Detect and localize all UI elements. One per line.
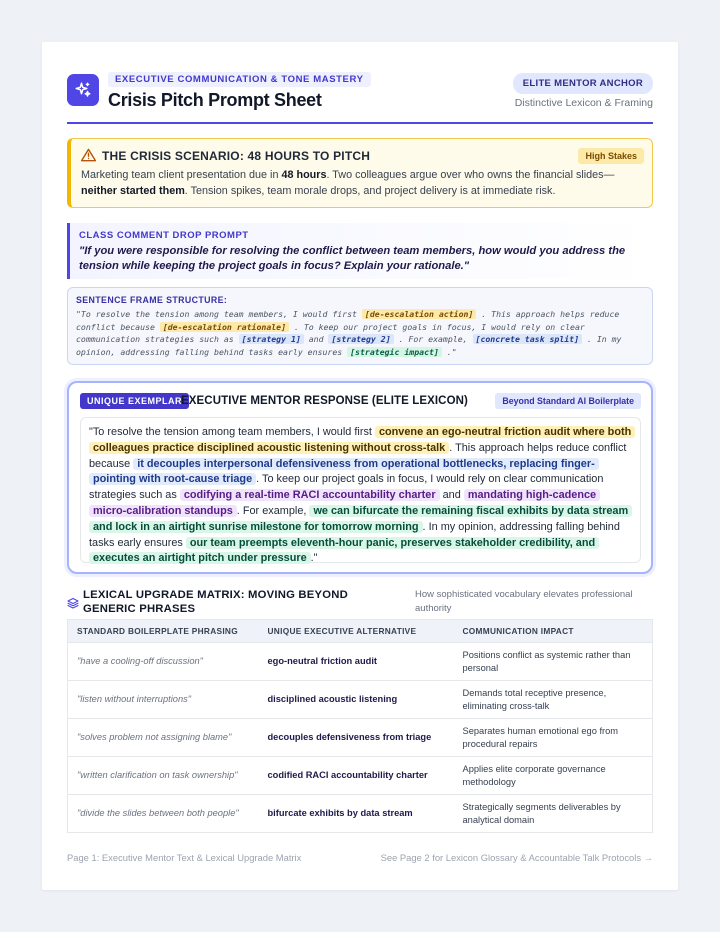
page-header bbox=[67, 72, 653, 124]
matrix-subtitle: How sophisticated vocabulary elevates professional authority bbox=[415, 589, 633, 614]
page-content bbox=[67, 72, 653, 863]
frame-text: . For example, bbox=[393, 334, 473, 345]
frame-slot: [de-escalation rationale] bbox=[160, 322, 289, 332]
exemplar-heading: EXECUTIVE MENTOR RESPONSE (ELITE LEXICON) bbox=[181, 395, 468, 407]
stakes-badge: High Stakes bbox=[578, 148, 644, 164]
executive-alternative: codified RACI accountability charter bbox=[259, 757, 454, 795]
column-header: COMMUNICATION IMPACT bbox=[454, 620, 653, 643]
response-text: . To keep our project goals in focus, I would rely on clear communication strategies such as bbox=[89, 473, 604, 502]
highlight-rationale: it decouples interpersonal defensiveness from operational bottlenecks, replacing finger-pointing with root-cause triage bbox=[89, 458, 599, 486]
communication-impact: Applies elite corporate governance methodology bbox=[454, 757, 653, 795]
sentence-frame-label: SENTENCE FRAME STRUCTURE: bbox=[76, 295, 228, 305]
frame-slot: [de-escalation action] bbox=[362, 309, 476, 319]
footer-page-note: Page 1: Executive Mentor Text & Lexical Upgrade Matrix bbox=[67, 852, 302, 863]
sparkle-icon bbox=[67, 74, 99, 106]
footer-next-page-link: See Page 2 for Lexicon Glossary & Accountable Talk Protocols → bbox=[380, 852, 653, 863]
executive-alternative: disciplined acoustic listening bbox=[259, 681, 454, 719]
response-text: ." bbox=[310, 552, 318, 565]
highlight-task-split: we can bifurcate the remaining fiscal exhibits by data stream and lock in an airtight sunrise milestone for tomorrow morning bbox=[89, 505, 632, 533]
crisis-text: . Two colleagues argue over who owns the financial slides— bbox=[326, 169, 615, 181]
column-header: UNIQUE EXECUTIVE ALTERNATIVE bbox=[259, 620, 454, 643]
frame-text: . In my opinion, addressing falling behind tasks early ensures bbox=[76, 334, 622, 358]
frame-slot: [strategic impact] bbox=[347, 347, 442, 357]
executive-alternative: ego-neutral friction audit bbox=[259, 643, 454, 681]
exemplar-tag: Beyond Standard AI Boilerplate bbox=[495, 393, 641, 409]
executive-alternative: decouples defensiveness from triage bbox=[259, 719, 454, 757]
standard-phrase: "have a cooling-off discussion" bbox=[68, 643, 259, 681]
prompt-question: "If you were responsible for resolving the conflict between team members, how would you address the tension while keeping the project goals in focus? Explain your rationale." bbox=[79, 245, 626, 272]
crisis-heading: THE CRISIS SCENARIO: 48 HOURS TO PITCH bbox=[102, 149, 371, 163]
highlight-deescalation: convene an ego-neutral friction audit where both colleagues practice disciplined acoustic listening without cross-talk bbox=[89, 426, 635, 454]
page-title: Crisis Pitch Prompt Sheet bbox=[108, 90, 322, 110]
standard-phrase: "solves problem not assigning blame" bbox=[68, 719, 259, 757]
crisis-description bbox=[81, 168, 641, 199]
lexical-upgrade-table bbox=[67, 619, 653, 833]
frame-text: . To keep our project goals in focus, I would rely on clear communication strategies such as bbox=[76, 321, 585, 345]
frame-slot: [concrete task split] bbox=[473, 334, 583, 344]
crisis-emphasis: neither started them bbox=[81, 184, 185, 197]
frame-text: "To resolve the tension among team members, I would first bbox=[76, 309, 362, 319]
table-row bbox=[68, 757, 653, 795]
executive-alternative: bifurcate exhibits by data stream bbox=[259, 795, 454, 833]
prompt-label: CLASS COMMENT DROP PROMPT bbox=[79, 230, 249, 241]
matrix-heading: LEXICAL UPGRADE MATRIX: MOVING BEYOND GENERIC PHRASES bbox=[83, 589, 348, 615]
exemplar-response bbox=[80, 417, 641, 563]
layers-icon bbox=[67, 596, 79, 614]
standard-phrase: "written clarification on task ownership" bbox=[68, 757, 259, 795]
document-page bbox=[42, 42, 678, 890]
standard-phrase: "divide the slides between both people" bbox=[68, 795, 259, 833]
header-kicker: EXECUTIVE COMMUNICATION & TONE MASTERY bbox=[108, 72, 371, 87]
exemplar-card bbox=[67, 381, 653, 574]
frame-text: . This approach helps reduce conflict because bbox=[76, 309, 620, 332]
communication-impact: Separates human emotional ego from procedural repairs bbox=[454, 719, 653, 757]
standard-phrase: "listen without interruptions" bbox=[68, 681, 259, 719]
warning-icon bbox=[81, 148, 96, 167]
response-text: and bbox=[439, 489, 464, 502]
highlight-impact: our team preempts eleventh-hour panic, preserves stakeholder credibility, and executes an airtight pitch under pressure bbox=[89, 537, 599, 565]
response-text: . This approach helps reduce conflict because bbox=[89, 441, 627, 470]
crisis-callout bbox=[67, 138, 653, 208]
exemplar-badge: UNIQUE EXEMPLAR bbox=[80, 393, 189, 409]
sentence-frame-box bbox=[67, 287, 653, 365]
frame-text: ." bbox=[441, 347, 457, 358]
highlight-strategy-2: mandating high-cadence micro-calibration standups bbox=[89, 489, 600, 517]
response-text: "To resolve the tension among team members, I would first bbox=[89, 426, 375, 438]
crisis-text: Marketing team client presentation due in bbox=[81, 169, 282, 181]
table-row bbox=[68, 795, 653, 833]
communication-impact: Demands total receptive presence, eliminating cross-talk bbox=[454, 681, 653, 719]
anchor-badge: ELITE MENTOR ANCHOR bbox=[513, 73, 653, 94]
table-row bbox=[68, 681, 653, 719]
communication-impact: Strategically segments deliverables by analytical domain bbox=[454, 795, 653, 833]
anchor-subtitle: Distinctive Lexicon & Framing bbox=[514, 97, 653, 109]
table-row bbox=[68, 643, 653, 681]
class-comment-prompt bbox=[67, 223, 653, 279]
frame-slot: [strategy 2] bbox=[328, 334, 393, 344]
crisis-text: . Tension spikes, team morale drops, and project delivery is at immediate risk. bbox=[184, 184, 556, 197]
table-header-row bbox=[68, 620, 653, 643]
response-text: . In my opinion, addressing falling behind tasks early ensures bbox=[89, 520, 620, 549]
communication-impact: Positions conflict as systemic rather than personal bbox=[454, 643, 653, 681]
table-row bbox=[68, 719, 653, 757]
crisis-deadline: 48 hours bbox=[281, 169, 327, 181]
frame-text: and bbox=[303, 334, 329, 345]
column-header: STANDARD BOILERPLATE PHRASING bbox=[68, 620, 259, 643]
highlight-strategy-1: codifying a real-time RACI accountability charter bbox=[180, 489, 440, 501]
frame-slot: [strategy 1] bbox=[239, 334, 304, 344]
sentence-frame-text bbox=[76, 308, 648, 359]
response-text: . For example, bbox=[236, 504, 310, 517]
